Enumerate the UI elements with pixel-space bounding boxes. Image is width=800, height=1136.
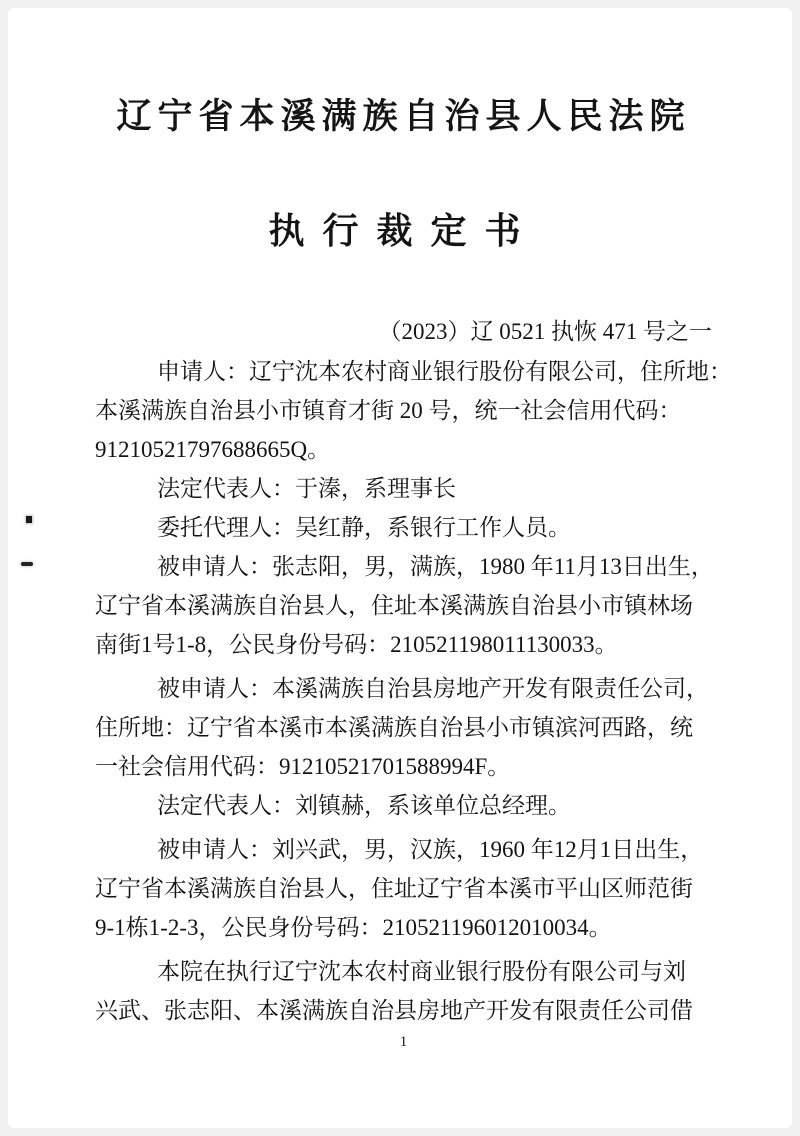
text-line: 住所地：辽宁省本溪市本溪满族自治县小市镇滨河西路，统 <box>95 715 693 740</box>
text-line: 一社会信用代码：91210521701588994F。 <box>95 754 511 779</box>
paragraph-entrusted-agent <box>95 508 712 547</box>
paragraph-respondent-3 <box>95 830 712 947</box>
paragraph-respondent-2 <box>95 669 712 786</box>
case-number: （2023）辽 0521 执恢 471 号之一 <box>378 319 712 344</box>
scan-ink-dot-mark <box>26 516 32 523</box>
document-page <box>8 8 792 1128</box>
text-line: 申请人：辽宁沈本农村商业银行股份有限公司，住所地： <box>157 359 732 384</box>
paragraph-respondent-1 <box>95 547 712 664</box>
text-line: 兴武、张志阳、本溪满族自治县房地产开发有限责任公司借 <box>95 998 693 1023</box>
text-line: 9-1栋1-2-3，公民身份号码：210521196012010034。 <box>95 915 612 940</box>
text-line: 被申请人：本溪满族自治县房地产开发有限责任公司， <box>157 676 709 701</box>
document-title: 执行裁定书 <box>268 211 539 251</box>
text-line: 法定代表人：于溱，系理事长 <box>157 476 456 501</box>
document-content <box>8 8 792 1051</box>
paragraph-execution-intro <box>95 952 712 1030</box>
text-line: 被申请人：张志阳，男，满族，1980 年11月13日出生， <box>157 554 714 579</box>
paragraph-legal-representative-1 <box>95 469 712 508</box>
text-line: 被申请人：刘兴武，男，汉族，1960 年12月1日出生， <box>157 837 704 862</box>
text-line: 本溪满族自治县小市镇育才街 20 号，统一社会信用代码： <box>95 398 682 423</box>
court-name-heading: 辽宁省本溪满族自治县人民法院 <box>116 97 691 136</box>
scan-ink-dash-mark <box>21 562 33 566</box>
text-line: 91210521797688665Q。 <box>95 437 331 462</box>
page-number: 1 <box>399 1034 408 1050</box>
text-line: 辽宁省本溪满族自治县人，住址本溪满族自治县小市镇林场 <box>95 593 693 618</box>
paragraph-legal-representative-2 <box>95 786 712 825</box>
text-line: 法定代表人：刘镇赫，系该单位总经理。 <box>157 793 571 818</box>
text-line: 本院在执行辽宁沈本农村商业银行股份有限公司与刘 <box>157 959 686 984</box>
text-line: 委托代理人：吴红静，系银行工作人员。 <box>157 515 571 540</box>
text-line: 辽宁省本溪满族自治县人，住址辽宁省本溪市平山区师范街 <box>95 876 693 901</box>
paragraph-applicant <box>95 352 732 469</box>
text-line: 南街1号1-8，公民身份号码：210521198011130033。 <box>95 632 618 657</box>
